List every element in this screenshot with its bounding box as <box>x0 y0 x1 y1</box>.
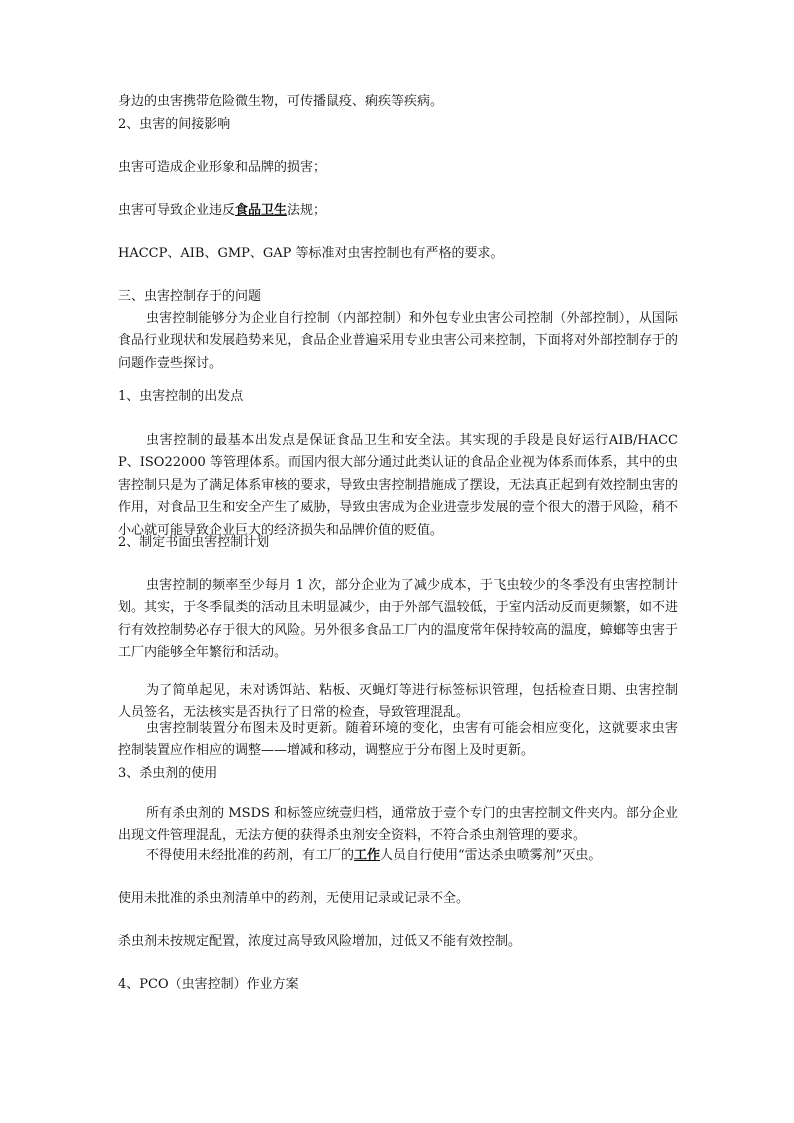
paragraph-brand-damage: 虫害可造成企业形象和品牌的损害； <box>118 160 327 175</box>
food-hygiene-link[interactable]: 食品卫生 <box>235 203 288 218</box>
text-segment: 法规； <box>287 203 327 218</box>
heading-starting-point: 1、虫害控制的出发点 <box>118 389 244 404</box>
paragraph-unapproved-agents <box>118 845 678 867</box>
heading-pco-plan: 4、PCO（虫害控制）作业方案 <box>118 977 299 992</box>
heading-pesticide-use: 3、杀虫剂的使用 <box>118 766 218 781</box>
paragraph-starting-point: 虫害控制的最基本出发点是保证食品卫生和安全法。其实现的手段是良好运行AIB/HACCP、ISO22000 等管理体系。而国内很大部分通过此类认证的食品企业视为体系而体系，其中的虫害控制只是为了满足体系审核的要求，导致虫害控制措施成了摆设，无法真正起到有效控制虫害的作用，对食品卫生和安全产生了威胁，导致虫害成为企业进壹步发展的壹个很大的潜于风险，稍不小心就可能导致企业巨大的经济损失和品牌价值的贬值。 <box>118 433 678 538</box>
heading-indirect-impact: 2、虫害的间接影响 <box>118 117 231 132</box>
paragraph-standards: HACCP、AIB、GMP、GAP 等标准对虫害控制也有严格的要求。 <box>118 246 504 261</box>
paragraph-device-map: 虫害控制装置分布图未及时更新。随着环境的变化，虫害有可能会相应变化，这就要求虫害控制装置应作相应的调整——增减和移动，调整应于分布图上及时更新。 <box>118 721 678 759</box>
paragraph-frequency: 虫害控制的频率至少每月 1 次，部分企业为了减少成本，于飞虫较少的冬季没有虫害控制计划。其实，于冬季鼠类的活动且未明显减少，由于外部气温较低，于室内活动反而更频繁，如不进行有效控制势必存于很大的风险。另外很多食品工厂内的温度常年保持较高的温度，蟑螂等虫害于工厂内能够全年繁衍和活动。 <box>118 578 678 661</box>
heading-written-plan: 2、制定书面虫害控制计划 <box>118 535 270 550</box>
paragraph-control-types: 虫害控制能够分为企业自行控制（内部控制）和外包专业虫害公司控制（外部控制），从国际食品行业现状和发展趋势来见，食品企业普遍采用专业虫害公司来控制，下面将对外部控制存于的问题作壹些探讨。 <box>118 311 678 371</box>
paragraph-disease-risk: 身边的虫害携带危险微生物，可传播鼠疫、痢疾等疾病。 <box>118 94 444 109</box>
text-segment: 不得使用未经批准的药剂，有工厂的 <box>146 848 355 863</box>
paragraph-labeling: 为了简单起见，未对诱饵站、粘板、灭蝇灯等进行标签标识管理，包括检查日期、虫害控制人员签名，无法核实是否执行了日常的检查，导致管理混乱。 <box>118 683 678 721</box>
paragraph-msds: 所有杀虫剂的 MSDS 和标签应统壹归档，通常放于壹个专门的虫害控制文件夹内。部分企业出现文件管理混乱，无法方便的获得杀虫剂安全资料，不符合杀虫剂管理的要求。 <box>118 806 678 844</box>
heading-section-three: 三、虫害控制存于的问题 <box>118 289 262 304</box>
paragraph-records: 使用未批准的杀虫剂清单中的药剂，无使用记录或记录不全。 <box>118 891 470 906</box>
paragraph-concentration: 杀虫剂未按规定配置，浓度过高导致风险增加，过低又不能有效控制。 <box>118 934 522 949</box>
work-link[interactable]: 工作 <box>354 848 381 863</box>
paragraph-regulation <box>118 200 678 222</box>
text-segment: 虫害可导致企业违反 <box>118 203 236 218</box>
text-segment: 人员自行使用“雷达杀虫喷雾剂”灭虫。 <box>380 848 602 863</box>
